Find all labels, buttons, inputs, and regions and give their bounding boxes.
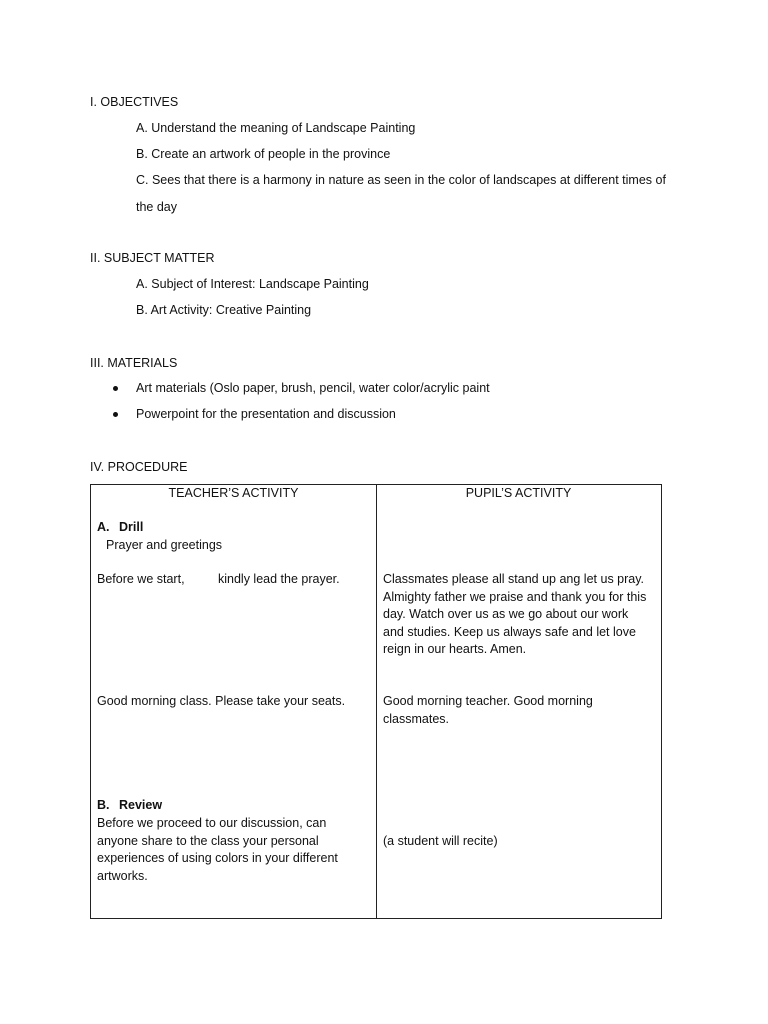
teacher-activity-header: TEACHER’S ACTIVITY xyxy=(168,486,299,500)
pupil-prayer-line: day. Watch over us as we go about our work xyxy=(383,607,629,621)
pupil-prayer-line: Classmates please all stand up ang let us pray. xyxy=(383,572,645,586)
pupil-prayer-line: reign in our hearts. Amen. xyxy=(383,642,527,656)
subject-matter-item: A. Subject of Interest: Landscape Painting xyxy=(136,277,369,291)
teacher-review-line: Before we proceed to our discussion, can xyxy=(97,816,327,830)
teacher-review-line: artworks. xyxy=(97,868,148,883)
objective-item: C. Sees that there is a harmony in nature as seen in the color of landscapes at different times of xyxy=(136,173,666,187)
materials-heading: III. MATERIALS xyxy=(90,356,178,370)
drill-subtitle: Prayer and greetings xyxy=(106,538,223,552)
teacher-greeting-text: Good morning class. Please take your seats. xyxy=(97,694,346,708)
subject-matter-heading: II. SUBJECT MATTER xyxy=(90,251,215,265)
teacher-prayer-text: Before we start, xyxy=(97,572,185,586)
pupil-prayer-line: and studies. Keep us always safe and let love xyxy=(383,624,636,639)
bullet-icon xyxy=(113,412,118,417)
drill-title: Drill xyxy=(119,520,144,534)
drill-marker: A. xyxy=(97,520,110,534)
teacher-review-line: experiences of using colors in your different xyxy=(97,851,338,865)
objective-item-continuation: the day xyxy=(136,200,178,214)
bullet-icon xyxy=(113,386,118,391)
objective-item: B. Create an artwork of people in the province xyxy=(136,147,391,161)
objective-item: A. Understand the meaning of Landscape Painting xyxy=(136,121,416,135)
subject-matter-item: B. Art Activity: Creative Painting xyxy=(136,303,312,317)
objectives-heading: I. OBJECTIVES xyxy=(90,95,179,109)
pupil-review-text: (a student will recite) xyxy=(383,833,498,848)
procedure-heading: IV. PROCEDURE xyxy=(90,460,188,474)
pupil-activity-header: PUPIL’S ACTIVITY xyxy=(465,486,572,500)
review-marker: B. xyxy=(97,798,110,812)
review-title: Review xyxy=(119,798,163,812)
teacher-review-line: anyone share to the class your personal xyxy=(97,833,319,848)
pupil-greeting-line: Good morning teacher. Good morning xyxy=(383,694,593,708)
procedure-table xyxy=(90,484,662,919)
pupil-greeting-line: classmates. xyxy=(383,711,449,726)
pupil-prayer-line: Almighty father we praise and thank you for this xyxy=(383,589,647,604)
materials-item: Art materials (Oslo paper, brush, pencil, water color/acrylic paint xyxy=(136,381,490,395)
teacher-prayer-text-continued: kindly lead the prayer. xyxy=(218,572,340,586)
table-divider xyxy=(376,485,377,918)
materials-item: Powerpoint for the presentation and discussion xyxy=(136,407,396,421)
